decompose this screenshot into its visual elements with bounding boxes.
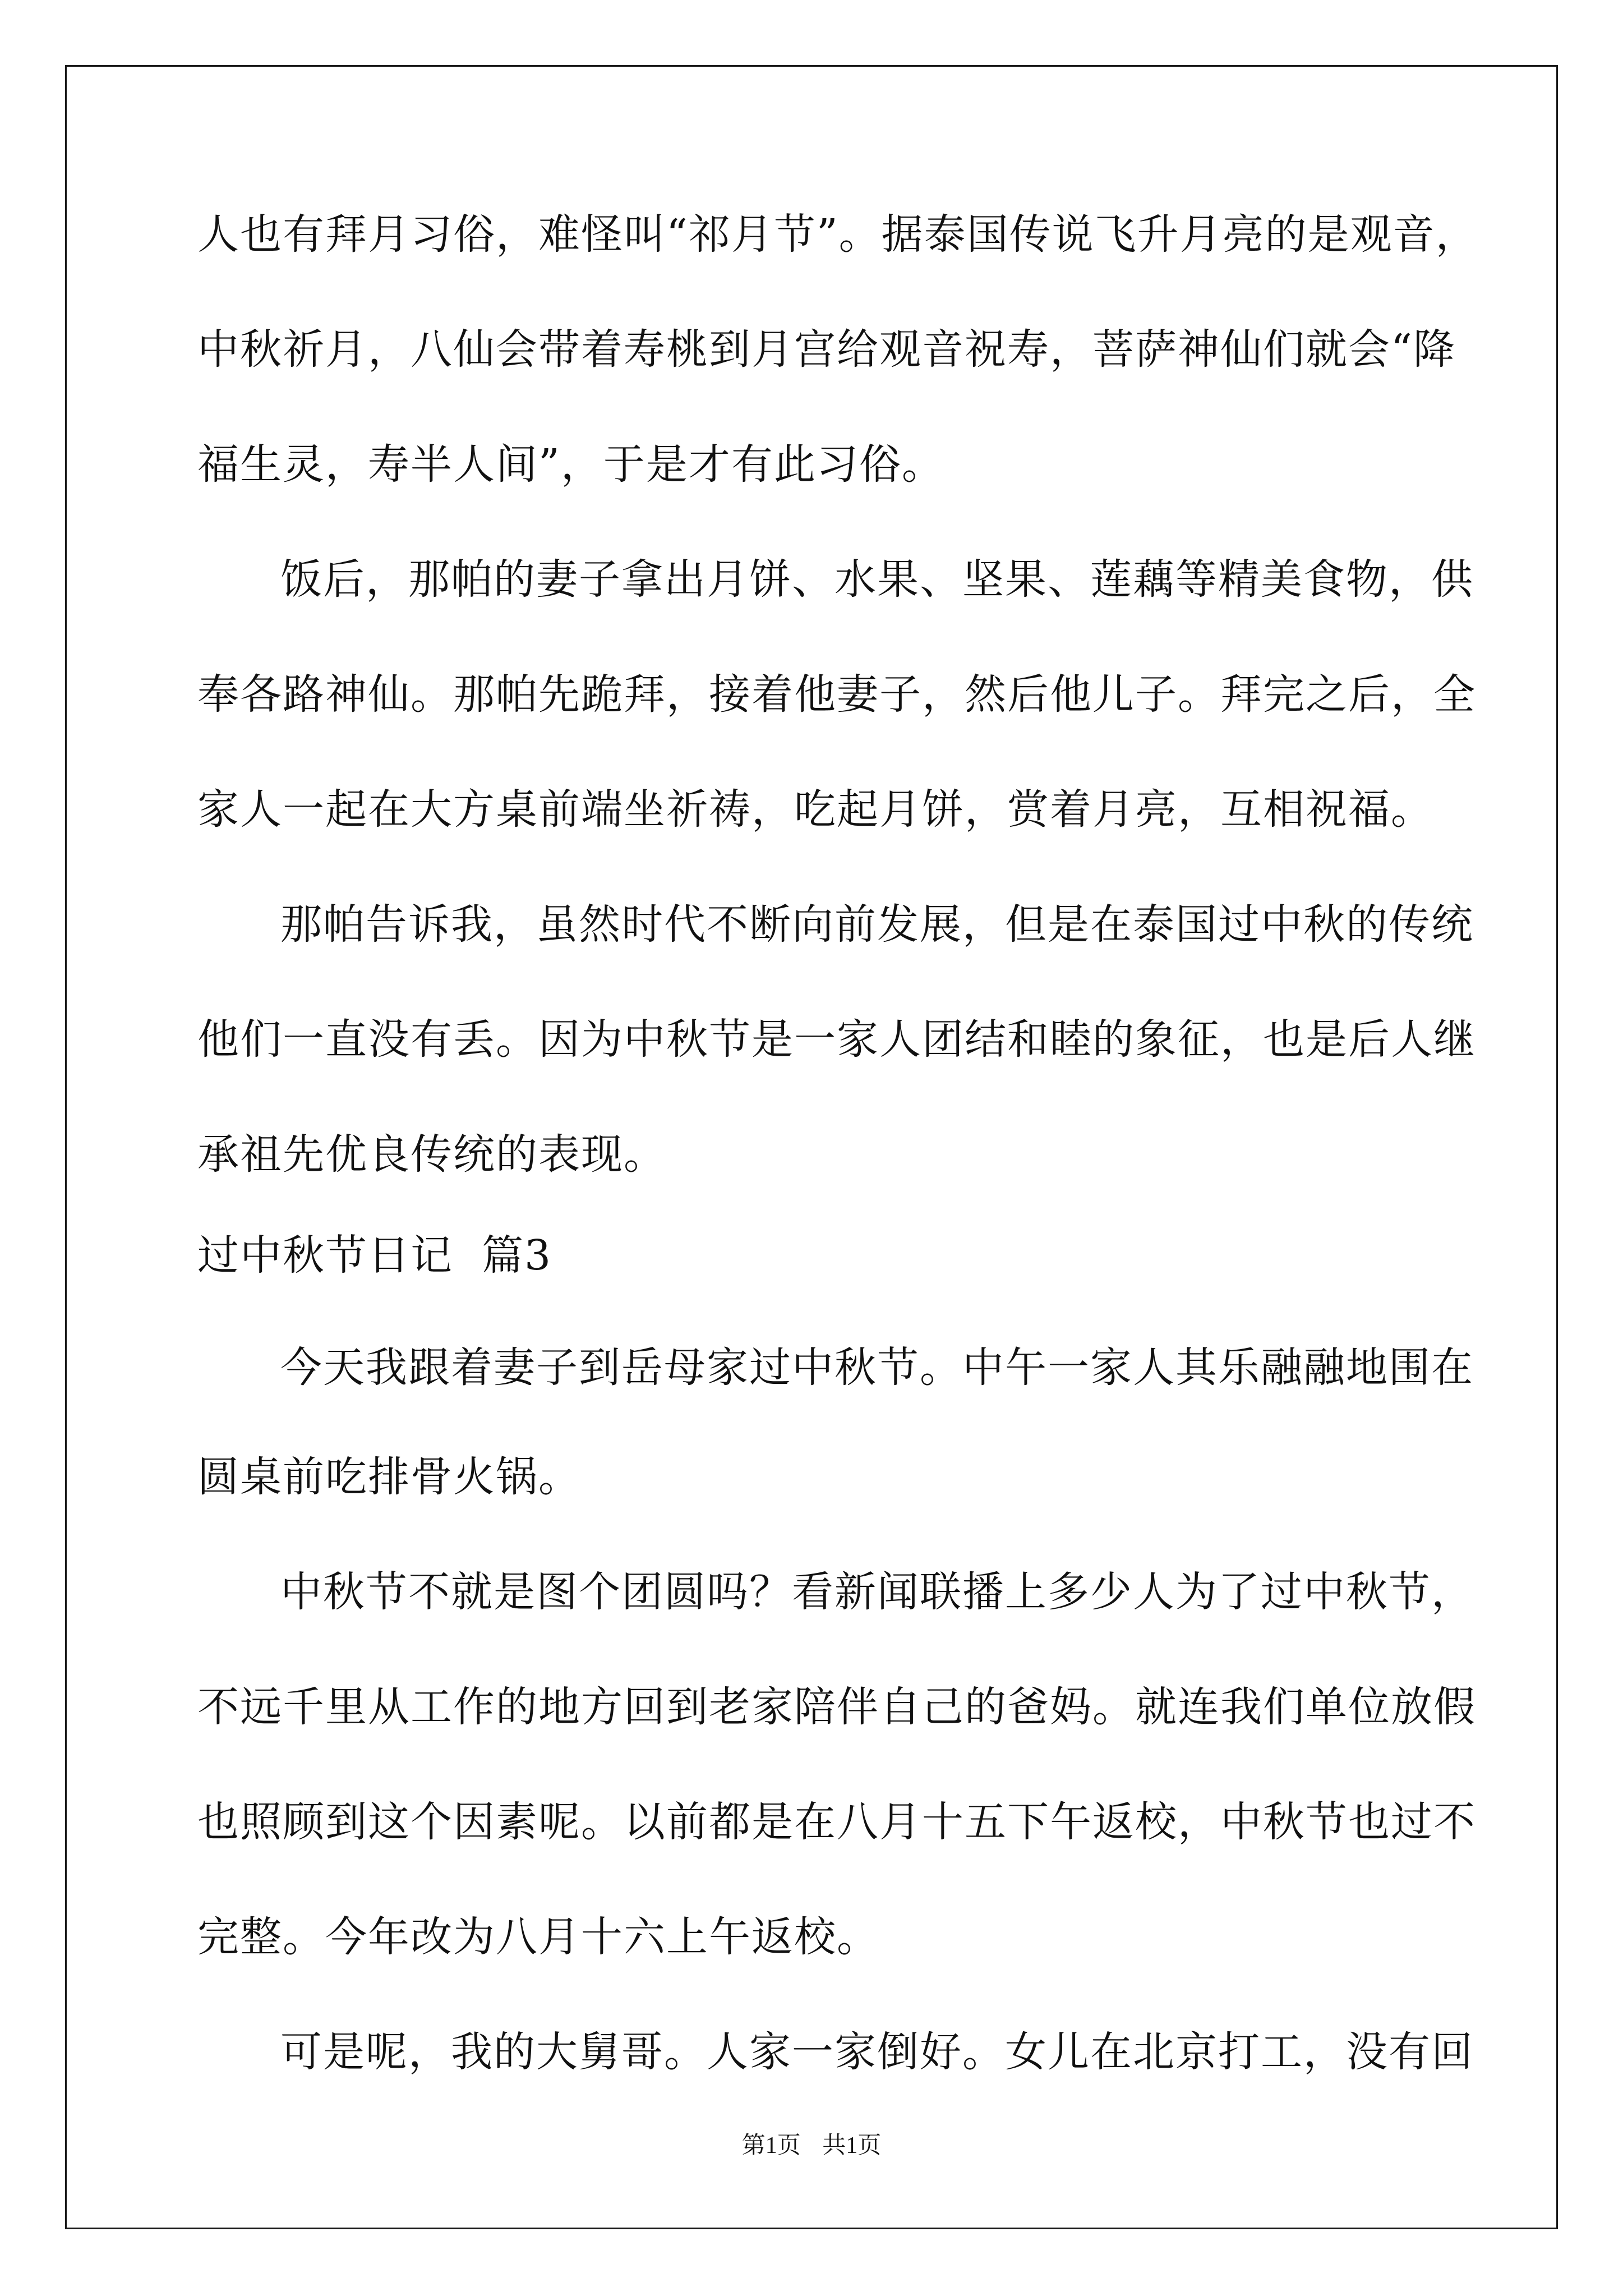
text-line: 人也有拜月习俗，难怪叫“祁月节”。据泰国传说飞升月亮的是观音， (197, 210, 1478, 259)
text-line: 他们一直没有丢。因为中秋节是一家人团结和睦的象征，也是后人继 (197, 1015, 1476, 1064)
text-line: 奉各路神仙。那帕先跪拜，接着他妻子，然后他儿子。拜完之后，全 (197, 670, 1476, 719)
text-line: 福生灵，寿半人间”，于是才有此习俗。 (197, 440, 944, 489)
text-line: 饭后，那帕的妻子拿出月饼、水果、坚果、莲藕等精美食物，供 (280, 555, 1474, 604)
text-line: 中秋节不就是图个团圆吗？看新闻联播上多少人为了过中秋节， (280, 1568, 1474, 1616)
page-number: 第1页 (741, 2133, 801, 2159)
text-line: 承祖先优良传统的表现。 (197, 1130, 666, 1179)
text-line: 也照顾到这个因素呢。以前都是在八月十五下午返校，中秋节也过不 (197, 1798, 1476, 1846)
page-footer (0, 2129, 1623, 2162)
text-line: 今天我跟着妻子到岳母家过中秋节。中午一家人其乐融融地围在 (280, 1343, 1474, 1392)
text-line: 圆桌前吃排骨火锅。 (197, 1453, 581, 1501)
text-line: 完整。今年改为八月十六上午返校。 (197, 1913, 879, 1961)
text-line: 家人一起在大方桌前端坐祈祷，吃起月饼，赏着月亮，互相祝福。 (197, 785, 1433, 834)
text-line: 那帕告诉我，虽然时代不断向前发展，但是在泰国过中秋的传统 (280, 900, 1474, 949)
text-line: 中秋祈月，八仙会带着寿桃到月宫给观音祝寿，菩萨神仙们就会“降 (197, 325, 1456, 374)
section-heading: 过中秋节日记 篇3 (197, 1231, 552, 1280)
text-line: 不远千里从工作的地方回到老家陪伴自己的爸妈。就连我们单位放假 (197, 1683, 1476, 1731)
page-total: 共1页 (822, 2133, 882, 2159)
text-line: 可是呢，我的大舅哥。人家一家倒好。女儿在北京打工，没有回 (280, 2028, 1474, 2076)
